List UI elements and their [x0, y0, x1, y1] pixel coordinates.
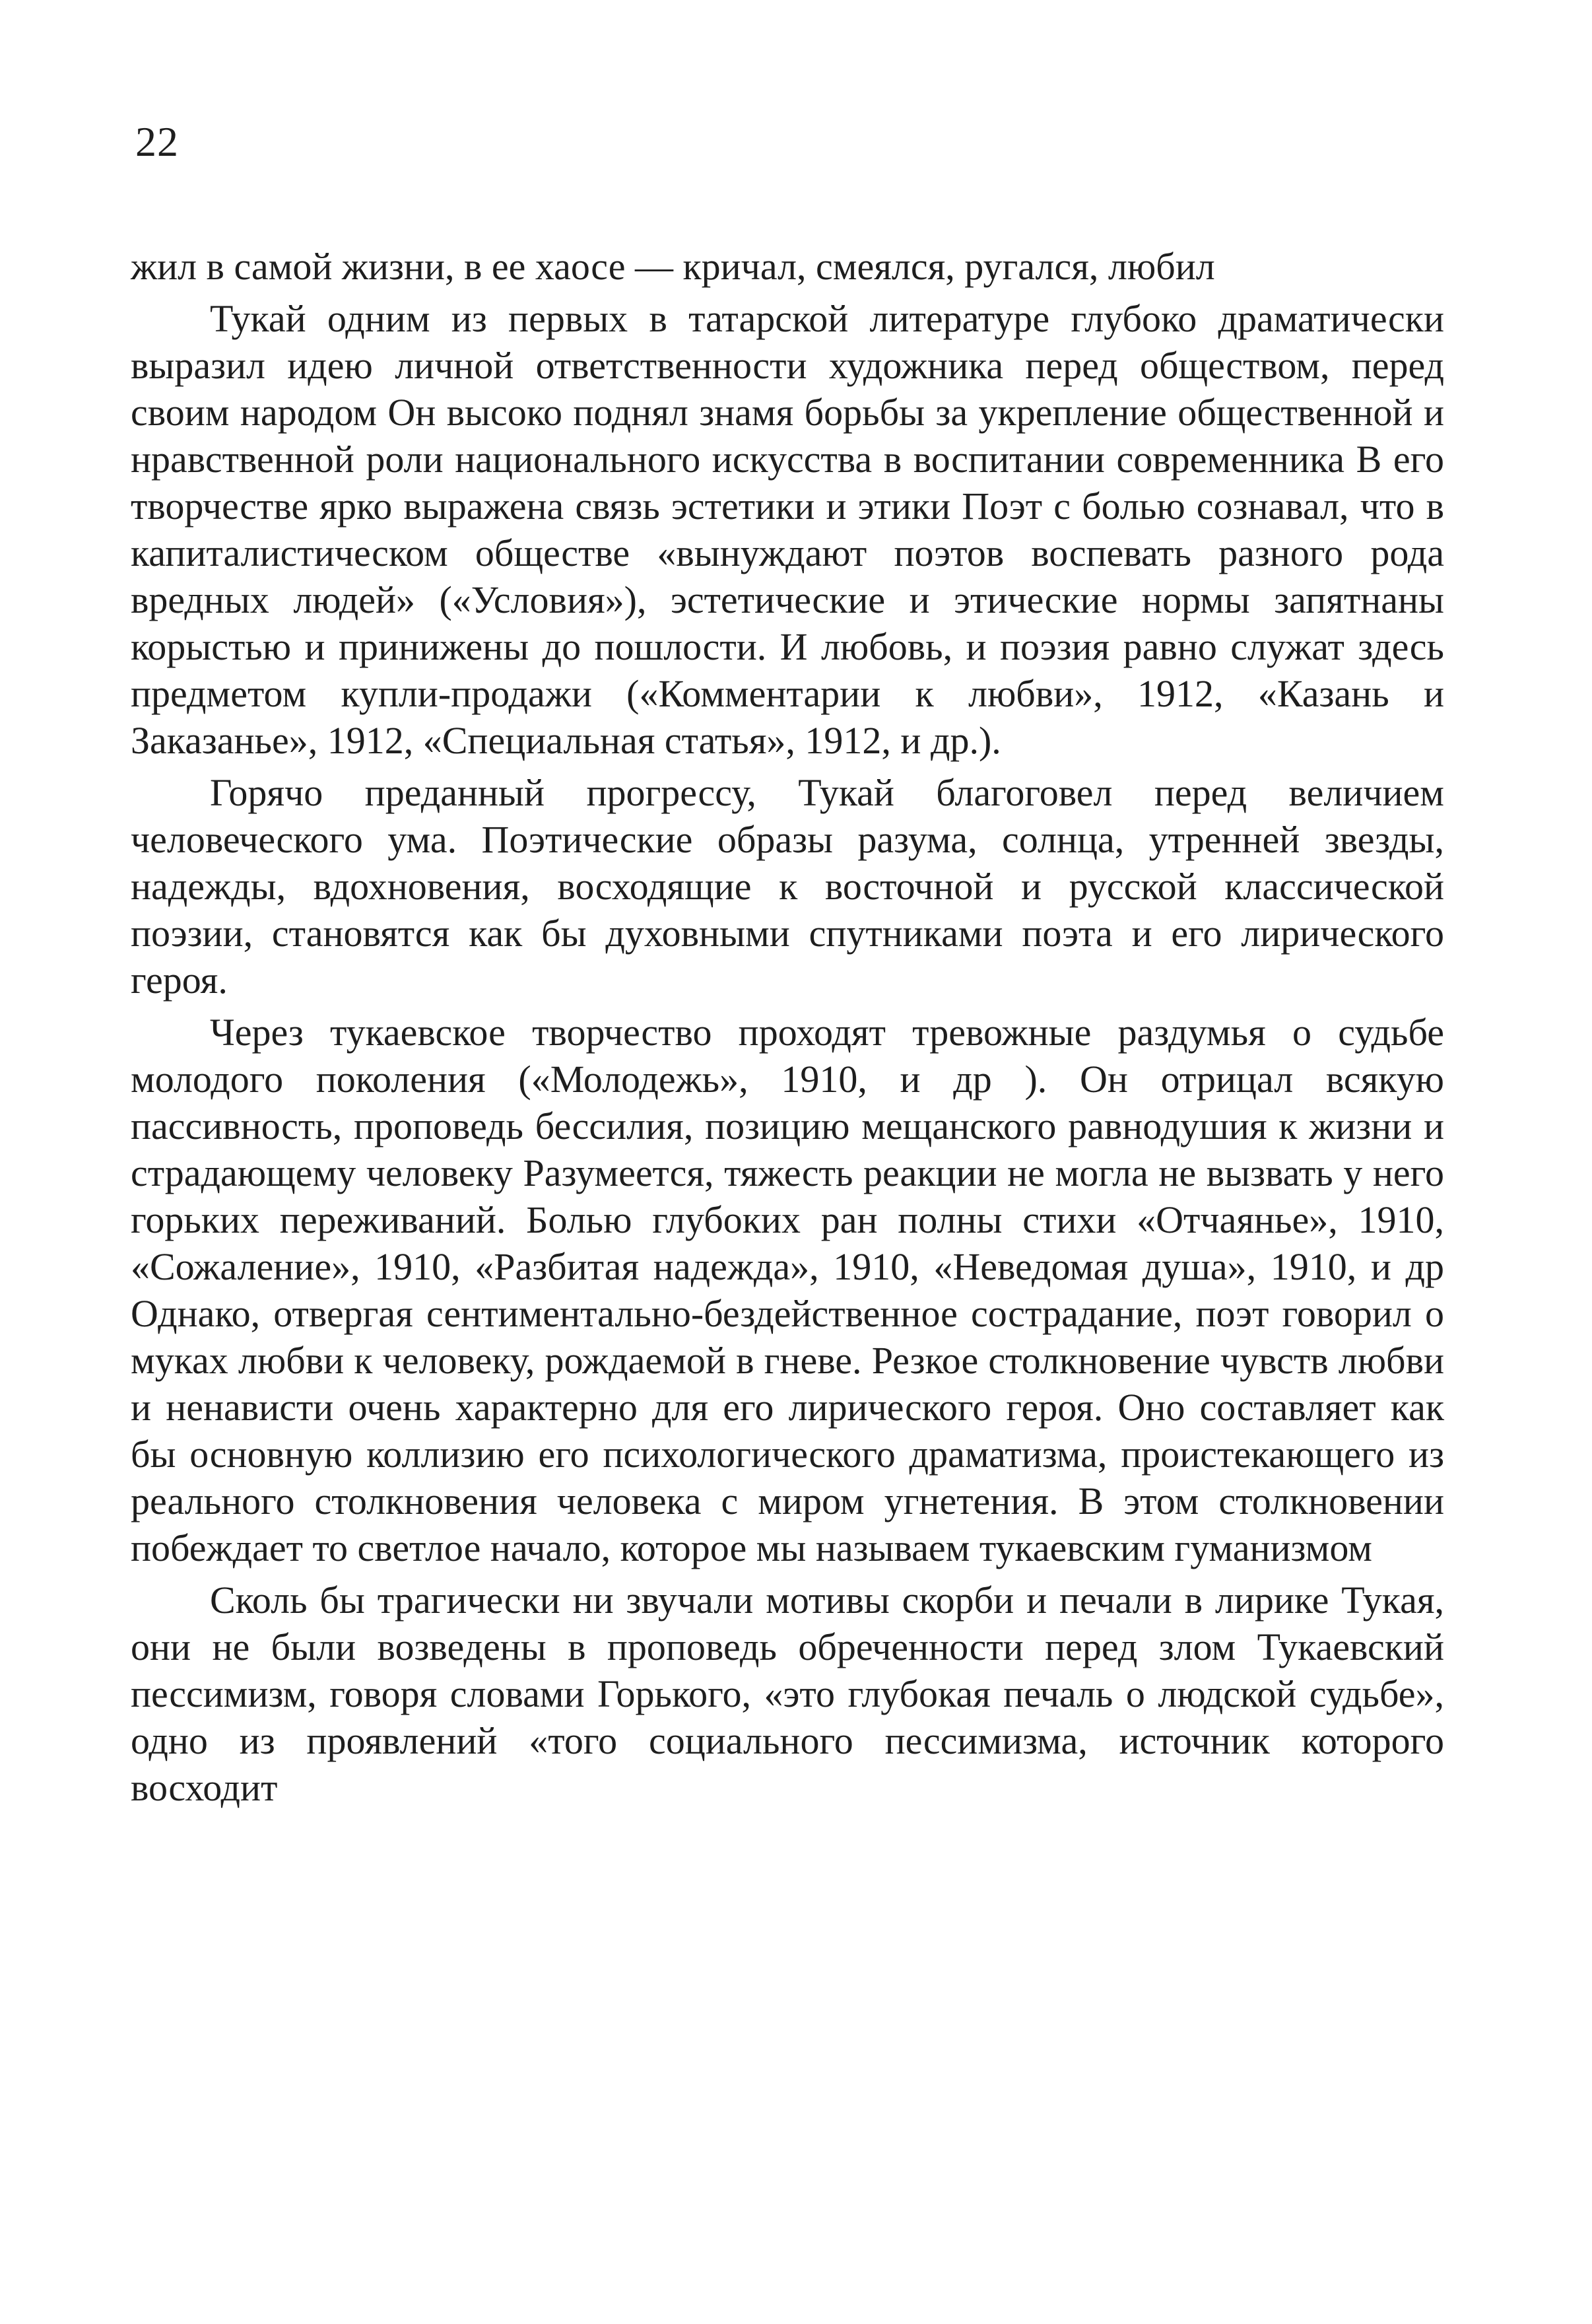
body-text [131, 243, 1444, 1816]
paragraph: Через тукаевское творчество проходят тревожные раздумья о судьбе молодого поколения («Молодежь», 1910, и др ). Он отрицал всякую пассивность, проповедь бессилия, позицию мещанского равнодушия к жизни и страдающему человеку Разумеется, тяжесть реакции не могла не вызвать у него горьких переживаний. Болью глубоких ран полны стихи «Отчаянье», 1910, «Сожаление», 1910, «Разбитая надежда», 1910, «Неведомая душа», 1910, и др Однако, отвергая сентиментально-бездейственное сострадание, поэт говорил о муках любви к человеку, рождаемой в гневе. Резкое столкновение чувств любви и ненависти очень характерно для его лирического героя. Оно составляет как бы основную коллизию его психологического драматизма, проистекающего из реального столкновения человека с миром угнетения. В этом столкновении побеждает то светлое начало, которое мы называем тукаевским гуманизмом [131, 1011, 1444, 1569]
page-number: 22 [135, 118, 179, 165]
paragraph-truncated: Сколь бы трагически ни звучали мотивы скорби и печали в лирике Тукая, они не были возведены в проповедь обреченности перед злом Тукаевский пессимизм, говоря словами Горького, «это глубокая печаль о людской судьбе», одно из проявлений «того социального пессимизма, источник которого восходит [131, 1579, 1444, 1809]
paragraph-continuation: жил в самой жизни, в ее хаосе — кричал, смеялся, ругался, любил [131, 245, 1215, 288]
paragraph: Тукай одним из первых в татарской литературе глубоко драматически выразил идею личной ответственности художника перед обществом, перед своим народом Он высоко поднял знамя борьбы за укрепление общественной и нравственной роли национального искусства в воспитании современника В его творчестве ярко выражена связь эстетики и этики Поэт с болью сознавал, что в капиталистическом обществе «вынуждают поэтов воспевать разного рода вредных людей» («Условия»), эстетические и этические нормы запятнаны корыстью и принижены до пошлости. И любовь, и поэзия равно служат здесь предметом купли-продажи («Комментарии к любви», 1912, «Казань и Заказанье», 1912, «Специальная статья», 1912, и др.). [131, 297, 1444, 762]
paragraph: Горячо преданный прогрессу, Тукай благоговел перед величием человеческого ума. Поэтические образы разума, солнца, утренней звезды, надежды, вдохновения, восходящие к восточной и русской классической поэзии, становятся как бы духовными спутниками поэта и его лирического героя. [131, 771, 1444, 1002]
